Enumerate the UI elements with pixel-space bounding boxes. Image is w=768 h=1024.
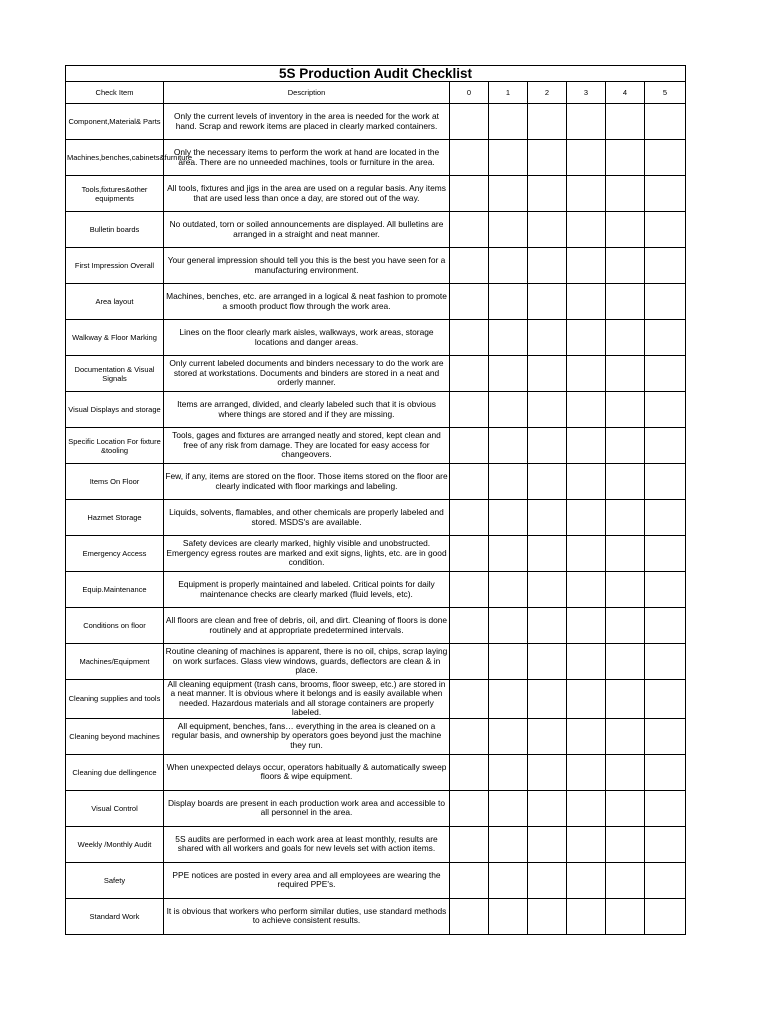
description-cell: Only the necessary items to perform the work at hand are located in the area. There are no unneeded machines, tools or furniture in the area. xyxy=(164,140,450,176)
table-row xyxy=(66,356,686,392)
score-cell-3[interactable] xyxy=(567,644,606,680)
check-item-cell: Area layout xyxy=(66,284,164,320)
score-cell-5[interactable] xyxy=(645,320,686,356)
score-cell-0[interactable] xyxy=(450,428,489,464)
score-cell-0[interactable] xyxy=(450,718,489,754)
score-cell-0[interactable] xyxy=(450,898,489,934)
score-cell-4[interactable] xyxy=(606,356,645,392)
check-item-cell: Hazmet Storage xyxy=(66,500,164,536)
score-cell-5[interactable] xyxy=(645,104,686,140)
score-cell-2[interactable] xyxy=(528,320,567,356)
checklist-body xyxy=(66,104,686,935)
score-cell-5[interactable] xyxy=(645,284,686,320)
description-cell: All equipment, benches, fans… everything in the area is cleaned on a regular basis, and ownership by operators goes beyond just the machine they run. xyxy=(164,718,450,754)
table-row xyxy=(66,644,686,680)
score-cell-4[interactable] xyxy=(606,718,645,754)
score-cell-0[interactable] xyxy=(450,608,489,644)
score-cell-1[interactable] xyxy=(489,826,528,862)
table-row xyxy=(66,284,686,320)
score-cell-3[interactable] xyxy=(567,392,606,428)
table-row xyxy=(66,212,686,248)
score-cell-5[interactable] xyxy=(645,862,686,898)
check-item-cell: Visual Displays and storage xyxy=(66,392,164,428)
score-cell-1[interactable] xyxy=(489,320,528,356)
score-cell-2[interactable] xyxy=(528,248,567,284)
score-cell-2[interactable] xyxy=(528,862,567,898)
score-cell-0[interactable] xyxy=(450,284,489,320)
table-row xyxy=(66,536,686,572)
score-cell-1[interactable] xyxy=(489,284,528,320)
check-item-cell: Cleaning supplies and tools xyxy=(66,680,164,719)
table-row xyxy=(66,572,686,608)
score-cell-3[interactable] xyxy=(567,536,606,572)
description-cell: Your general impression should tell you this is the best you have seen for a manufacturing environment. xyxy=(164,248,450,284)
check-item-cell: Component,Material& Parts xyxy=(66,104,164,140)
score-cell-1[interactable] xyxy=(489,212,528,248)
score-cell-4[interactable] xyxy=(606,320,645,356)
score-cell-3[interactable] xyxy=(567,500,606,536)
score-cell-0[interactable] xyxy=(450,176,489,212)
description-cell: Routine cleaning of machines is apparent, there is no oil, chips, scrap laying on work surfaces. Glass view windows, guards, deflectors are clean & in place. xyxy=(164,644,450,680)
check-item-cell: Machines/Equipment xyxy=(66,644,164,680)
description-cell: When unexpected delays occur, operators habitually & automatically sweep floors & wipe equipment. xyxy=(164,754,450,790)
check-item-cell: Weekly /Monthly Audit xyxy=(66,826,164,862)
score-cell-4[interactable] xyxy=(606,392,645,428)
score-cell-3[interactable] xyxy=(567,572,606,608)
column-header-score-4: 4 xyxy=(606,82,645,104)
score-cell-1[interactable] xyxy=(489,754,528,790)
description-cell: Liquids, solvents, flamables, and other chemicals are properly labeled and stored. MSDS's are available. xyxy=(164,500,450,536)
description-cell: Display boards are present in each production work area and accessible to all personnel in the area. xyxy=(164,790,450,826)
description-cell: Lines on the floor clearly mark aisles, walkways, work areas, storage locations and danger areas. xyxy=(164,320,450,356)
score-cell-1[interactable] xyxy=(489,572,528,608)
score-cell-5[interactable] xyxy=(645,680,686,719)
score-cell-5[interactable] xyxy=(645,392,686,428)
description-cell: Tools, gages and fixtures are arranged neatly and stored, kept clean and free of any risk from damage. They are located for easy access for changeovers. xyxy=(164,428,450,464)
score-cell-5[interactable] xyxy=(645,140,686,176)
check-item-cell: Conditions on floor xyxy=(66,608,164,644)
score-cell-1[interactable] xyxy=(489,644,528,680)
score-cell-5[interactable] xyxy=(645,608,686,644)
score-cell-2[interactable] xyxy=(528,790,567,826)
score-cell-4[interactable] xyxy=(606,608,645,644)
score-cell-2[interactable] xyxy=(528,644,567,680)
score-cell-2[interactable] xyxy=(528,826,567,862)
score-cell-3[interactable] xyxy=(567,608,606,644)
score-cell-4[interactable] xyxy=(606,212,645,248)
page-title: 5S Production Audit Checklist xyxy=(66,66,686,82)
score-cell-4[interactable] xyxy=(606,428,645,464)
score-cell-0[interactable] xyxy=(450,572,489,608)
score-cell-4[interactable] xyxy=(606,536,645,572)
description-cell: Equipment is properly maintained and labeled. Critical points for daily maintenance checks are clearly marked (fluid levels, etc). xyxy=(164,572,450,608)
description-cell: All floors are clean and free of debris, oil, and dirt. Cleaning of floors is done routinely and at appropriate predetermined intervals. xyxy=(164,608,450,644)
column-header-check-item: Check Item xyxy=(66,82,164,104)
score-cell-4[interactable] xyxy=(606,176,645,212)
score-cell-2[interactable] xyxy=(528,718,567,754)
score-cell-1[interactable] xyxy=(489,680,528,719)
score-cell-5[interactable] xyxy=(645,500,686,536)
description-cell: PPE notices are posted in every area and all employees are wearing the required PPE's. xyxy=(164,862,450,898)
score-cell-1[interactable] xyxy=(489,176,528,212)
score-cell-5[interactable] xyxy=(645,356,686,392)
table-row xyxy=(66,898,686,934)
score-cell-1[interactable] xyxy=(489,536,528,572)
score-cell-1[interactable] xyxy=(489,862,528,898)
score-cell-2[interactable] xyxy=(528,140,567,176)
table-row xyxy=(66,790,686,826)
score-cell-4[interactable] xyxy=(606,284,645,320)
column-header-description: Description xyxy=(164,82,450,104)
table-row xyxy=(66,104,686,140)
score-cell-4[interactable] xyxy=(606,464,645,500)
score-cell-5[interactable] xyxy=(645,176,686,212)
score-cell-1[interactable] xyxy=(489,392,528,428)
check-item-cell: Safety xyxy=(66,862,164,898)
score-cell-2[interactable] xyxy=(528,464,567,500)
table-row xyxy=(66,718,686,754)
table-row xyxy=(66,392,686,428)
score-cell-2[interactable] xyxy=(528,898,567,934)
score-cell-4[interactable] xyxy=(606,790,645,826)
score-cell-5[interactable] xyxy=(645,718,686,754)
score-cell-1[interactable] xyxy=(489,718,528,754)
check-item-cell: Documentation & Visual Signals xyxy=(66,356,164,392)
score-cell-0[interactable] xyxy=(450,754,489,790)
score-cell-0[interactable] xyxy=(450,464,489,500)
score-cell-5[interactable] xyxy=(645,754,686,790)
description-cell: All cleaning equipment (trash cans, brooms, floor sweep, etc.) are stored in a neat manner. It is obvious where it belongs and is easily available when needed. Hazardous materials and all storage containers are properly labeled. xyxy=(164,680,450,719)
score-cell-3[interactable] xyxy=(567,464,606,500)
column-header-score-5: 5 xyxy=(645,82,686,104)
table-row xyxy=(66,320,686,356)
description-cell: Items are arranged, divided, and clearly labeled such that it is obvious where things are stored and if they are missing. xyxy=(164,392,450,428)
check-item-cell: Machines,benches,cabinets&furniture xyxy=(66,140,164,176)
score-cell-5[interactable] xyxy=(645,212,686,248)
score-cell-3[interactable] xyxy=(567,356,606,392)
score-cell-3[interactable] xyxy=(567,104,606,140)
column-header-score-3: 3 xyxy=(567,82,606,104)
description-cell: 5S audits are performed in each work area at least monthly, results are shared with all workers and goals for new levels set with action items. xyxy=(164,826,450,862)
score-cell-1[interactable] xyxy=(489,248,528,284)
table-row xyxy=(66,176,686,212)
score-cell-2[interactable] xyxy=(528,608,567,644)
table-row xyxy=(66,608,686,644)
score-cell-4[interactable] xyxy=(606,248,645,284)
score-cell-2[interactable] xyxy=(528,680,567,719)
score-cell-5[interactable] xyxy=(645,644,686,680)
score-cell-4[interactable] xyxy=(606,898,645,934)
score-cell-5[interactable] xyxy=(645,428,686,464)
check-item-cell: Standard Work xyxy=(66,898,164,934)
score-cell-2[interactable] xyxy=(528,104,567,140)
score-cell-1[interactable] xyxy=(489,140,528,176)
score-cell-5[interactable] xyxy=(645,826,686,862)
score-cell-3[interactable] xyxy=(567,320,606,356)
check-item-cell: Emergency Access xyxy=(66,536,164,572)
score-cell-0[interactable] xyxy=(450,248,489,284)
score-cell-4[interactable] xyxy=(606,826,645,862)
description-cell: Safety devices are clearly marked, highly visible and unobstructed. Emergency egress routes are marked and exit signs, lights, etc. are in good condition. xyxy=(164,536,450,572)
table-row xyxy=(66,754,686,790)
check-item-cell: Visual Control xyxy=(66,790,164,826)
score-cell-3[interactable] xyxy=(567,212,606,248)
score-cell-2[interactable] xyxy=(528,212,567,248)
score-cell-4[interactable] xyxy=(606,680,645,719)
description-cell: Few, if any, items are stored on the floor. Those items stored on the floor are clearly indicated with floor markings and labeling. xyxy=(164,464,450,500)
score-cell-5[interactable] xyxy=(645,464,686,500)
description-cell: Machines, benches, etc. are arranged in a logical & neat fashion to promote a smooth product flow through the work area. xyxy=(164,284,450,320)
score-cell-4[interactable] xyxy=(606,140,645,176)
score-cell-3[interactable] xyxy=(567,176,606,212)
score-cell-1[interactable] xyxy=(489,428,528,464)
table-row xyxy=(66,464,686,500)
score-cell-0[interactable] xyxy=(450,104,489,140)
check-item-cell: Tools,fixtures&other equipments xyxy=(66,176,164,212)
score-cell-3[interactable] xyxy=(567,862,606,898)
check-item-cell: First Impression Overall xyxy=(66,248,164,284)
column-header-score-2: 2 xyxy=(528,82,567,104)
score-cell-4[interactable] xyxy=(606,644,645,680)
column-header-score-0: 0 xyxy=(450,82,489,104)
check-item-cell: Items On Floor xyxy=(66,464,164,500)
description-cell: Only the current levels of inventory in the area is needed for the work at hand. Scrap and rework items are placed in clearly marked containers. xyxy=(164,104,450,140)
score-cell-4[interactable] xyxy=(606,754,645,790)
score-cell-0[interactable] xyxy=(450,536,489,572)
audit-checklist-table xyxy=(65,65,686,935)
score-cell-3[interactable] xyxy=(567,898,606,934)
score-cell-1[interactable] xyxy=(489,464,528,500)
score-cell-2[interactable] xyxy=(528,428,567,464)
table-row xyxy=(66,826,686,862)
score-cell-4[interactable] xyxy=(606,862,645,898)
score-cell-2[interactable] xyxy=(528,754,567,790)
score-cell-0[interactable] xyxy=(450,500,489,536)
score-cell-3[interactable] xyxy=(567,680,606,719)
score-cell-3[interactable] xyxy=(567,248,606,284)
score-cell-0[interactable] xyxy=(450,644,489,680)
score-cell-0[interactable] xyxy=(450,356,489,392)
score-cell-3[interactable] xyxy=(567,718,606,754)
check-item-cell: Bulletin boards xyxy=(66,212,164,248)
score-cell-1[interactable] xyxy=(489,104,528,140)
table-row xyxy=(66,428,686,464)
score-cell-2[interactable] xyxy=(528,500,567,536)
score-cell-4[interactable] xyxy=(606,104,645,140)
score-cell-1[interactable] xyxy=(489,790,528,826)
score-cell-0[interactable] xyxy=(450,320,489,356)
description-cell: It is obvious that workers who perform similar duties, use standard methods to achieve consistent results. xyxy=(164,898,450,934)
description-cell: No outdated, torn or soiled announcements are displayed. All bulletins are arranged in a straight and neat manner. xyxy=(164,212,450,248)
score-cell-3[interactable] xyxy=(567,826,606,862)
score-cell-1[interactable] xyxy=(489,608,528,644)
score-cell-4[interactable] xyxy=(606,572,645,608)
score-cell-2[interactable] xyxy=(528,392,567,428)
score-cell-2[interactable] xyxy=(528,284,567,320)
description-cell: Only current labeled documents and binders necessary to do the work are stored at workstations. Documents and binders are stored in a neat and orderly manner. xyxy=(164,356,450,392)
check-item-cell: Equip.Maintenance xyxy=(66,572,164,608)
score-cell-4[interactable] xyxy=(606,500,645,536)
score-cell-3[interactable] xyxy=(567,140,606,176)
score-cell-5[interactable] xyxy=(645,248,686,284)
score-cell-2[interactable] xyxy=(528,176,567,212)
score-cell-0[interactable] xyxy=(450,790,489,826)
score-cell-0[interactable] xyxy=(450,140,489,176)
check-item-cell: Cleaning beyond machines xyxy=(66,718,164,754)
column-header-score-1: 1 xyxy=(489,82,528,104)
check-item-cell: Walkway & Floor Marking xyxy=(66,320,164,356)
score-cell-0[interactable] xyxy=(450,392,489,428)
table-row xyxy=(66,680,686,719)
score-cell-3[interactable] xyxy=(567,754,606,790)
check-item-cell: Specific Location For fixture &tooling xyxy=(66,428,164,464)
score-cell-3[interactable] xyxy=(567,284,606,320)
score-cell-5[interactable] xyxy=(645,898,686,934)
score-cell-5[interactable] xyxy=(645,572,686,608)
score-cell-1[interactable] xyxy=(489,500,528,536)
table-row xyxy=(66,248,686,284)
score-cell-0[interactable] xyxy=(450,212,489,248)
score-cell-0[interactable] xyxy=(450,862,489,898)
description-cell: All tools, fixtures and jigs in the area are used on a regular basis. Any items that are used less than once a day, are stored out of the way. xyxy=(164,176,450,212)
score-cell-2[interactable] xyxy=(528,356,567,392)
score-cell-1[interactable] xyxy=(489,356,528,392)
table-row xyxy=(66,140,686,176)
table-row xyxy=(66,862,686,898)
table-row xyxy=(66,500,686,536)
score-cell-5[interactable] xyxy=(645,790,686,826)
score-cell-0[interactable] xyxy=(450,680,489,719)
score-cell-3[interactable] xyxy=(567,790,606,826)
score-cell-2[interactable] xyxy=(528,536,567,572)
check-item-cell: Cleaning due dellingence xyxy=(66,754,164,790)
score-cell-1[interactable] xyxy=(489,898,528,934)
score-cell-0[interactable] xyxy=(450,826,489,862)
score-cell-2[interactable] xyxy=(528,572,567,608)
score-cell-3[interactable] xyxy=(567,428,606,464)
score-cell-5[interactable] xyxy=(645,536,686,572)
